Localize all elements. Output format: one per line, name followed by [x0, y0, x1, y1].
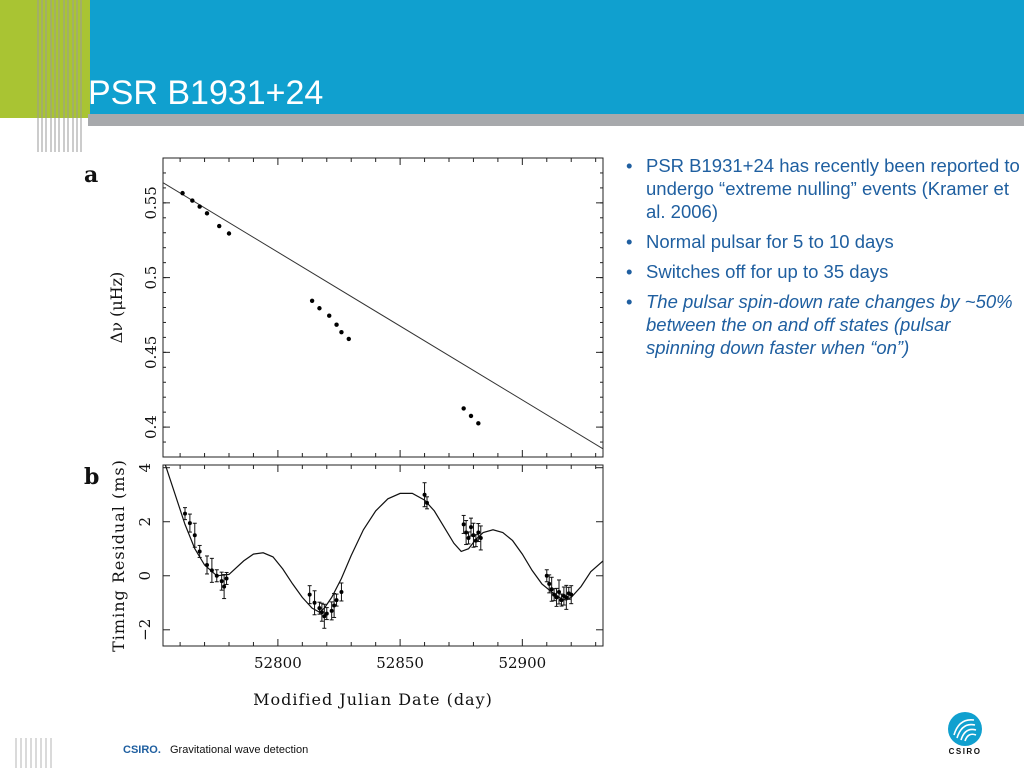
data-point-a: [476, 421, 480, 425]
data-point-a: [205, 211, 209, 215]
data-point-b: [425, 501, 429, 505]
data-point-a: [334, 322, 338, 326]
y-tick-label-b: 2: [136, 516, 154, 527]
data-point-a: [190, 198, 194, 202]
data-point-b: [332, 603, 336, 607]
slide-title: PSR B1931+24: [88, 74, 324, 112]
data-point-b: [220, 579, 224, 583]
footer-text: Gravitational wave detection: [170, 744, 309, 756]
bullet-dot: •: [626, 155, 633, 176]
data-point-b: [469, 525, 473, 529]
data-point-b: [193, 533, 197, 537]
gray-rule-bar: [88, 114, 1024, 126]
x-tick-label: 52900: [498, 654, 547, 672]
data-point-b: [330, 609, 334, 613]
y-axis-title-a: Δν (μHz): [107, 271, 126, 344]
data-point-a: [461, 406, 465, 410]
data-point-b: [471, 533, 475, 537]
bullet-dot: •: [626, 231, 633, 252]
data-point-a: [339, 330, 343, 334]
decorative-stripes-bottom: [14, 738, 54, 768]
data-point-a: [227, 231, 231, 235]
bullet-item: [624, 290, 1020, 359]
data-point-a: [197, 204, 201, 208]
data-point-b: [210, 568, 214, 572]
data-point-b: [559, 598, 563, 602]
data-point-b: [564, 595, 568, 599]
data-point-a: [347, 337, 351, 341]
y-tick-label-b: −2: [136, 618, 154, 641]
data-point-b: [188, 521, 192, 525]
data-point-b: [545, 574, 549, 578]
bullet-dot: •: [626, 261, 633, 282]
data-point-b: [550, 587, 554, 591]
data-point-b: [547, 582, 551, 586]
bullet-item: [624, 230, 1020, 253]
x-tick-label: 52800: [254, 654, 302, 672]
data-point-a: [310, 299, 314, 303]
data-point-b: [325, 612, 329, 616]
data-point-b: [205, 563, 209, 567]
bullet-text: Normal pulsar for 5 to 10 days: [646, 231, 894, 252]
data-point-b: [313, 601, 317, 605]
panel-b-frame: [163, 465, 603, 646]
pulsar-chart: [80, 150, 620, 720]
panel-b-plot: [165, 465, 603, 628]
data-point-a: [559, 480, 563, 484]
data-point-a: [571, 492, 575, 496]
data-point-b: [308, 593, 312, 597]
model-curve: [165, 465, 603, 612]
bullet-text: Switches off for up to 35 days: [646, 261, 889, 282]
csiro-logo: [944, 708, 1002, 756]
data-point-b: [569, 593, 573, 597]
bullet-item: [624, 154, 1020, 223]
fit-line: [163, 183, 603, 449]
data-point-b: [464, 531, 468, 535]
data-point-b: [557, 590, 561, 594]
bullet-dot: •: [626, 291, 633, 312]
footer-brand: CSIRO.: [123, 744, 161, 756]
decorative-stripes: [36, 0, 82, 152]
data-point-b: [222, 585, 226, 589]
y-tick-label-b: 0: [136, 570, 154, 581]
data-point-a: [469, 414, 473, 418]
bullet-text: The pulsar spin-down rate changes by ~50% between the on and off states (pulsar spinning down faster when “on”): [646, 291, 1013, 358]
data-point-b: [317, 606, 321, 610]
y-tick-label-a: 0.4: [142, 415, 160, 440]
data-point-a: [317, 306, 321, 310]
data-point-a: [564, 485, 568, 489]
bullet-item: [624, 260, 1020, 283]
x-tick-label: 52850: [376, 654, 424, 672]
y-tick-label-a: 0.45: [142, 335, 160, 370]
data-point-b: [555, 595, 559, 599]
data-point-a: [552, 473, 556, 477]
svg-text:CSIRO: CSIRO: [948, 747, 982, 756]
data-point-b: [335, 598, 339, 602]
data-point-b: [462, 522, 466, 526]
data-point-b: [198, 549, 202, 553]
panel-a-plot: [163, 183, 603, 497]
y-tick-label-a: 0.55: [142, 186, 160, 220]
panel-label-a: a: [84, 162, 99, 188]
data-point-b: [215, 574, 219, 578]
data-point-a: [327, 314, 331, 318]
data-point-a: [217, 224, 221, 228]
data-point-b: [476, 531, 480, 535]
data-point-b: [320, 610, 324, 614]
data-point-a: [180, 191, 184, 195]
data-point-b: [423, 493, 427, 497]
y-axis-title-b: Timing Residual (ms): [109, 459, 128, 652]
data-point-b: [183, 512, 187, 516]
panel-a-frame: [163, 158, 603, 457]
bullet-text: PSR B1931+24 has recently been reported to undergo “extreme nulling” events (Kramer et al. 2006): [646, 155, 1020, 222]
data-point-b: [225, 576, 229, 580]
y-tick-label-a: 0.5: [142, 265, 160, 290]
x-axis-title: Modified Julian Date (day): [253, 690, 493, 709]
data-point-b: [479, 536, 483, 540]
panel-label-b: b: [84, 464, 100, 490]
bullet-list: [624, 154, 1020, 366]
data-point-b: [474, 539, 478, 543]
data-point-b: [339, 590, 343, 594]
y-tick-label-b: 4: [136, 462, 154, 473]
